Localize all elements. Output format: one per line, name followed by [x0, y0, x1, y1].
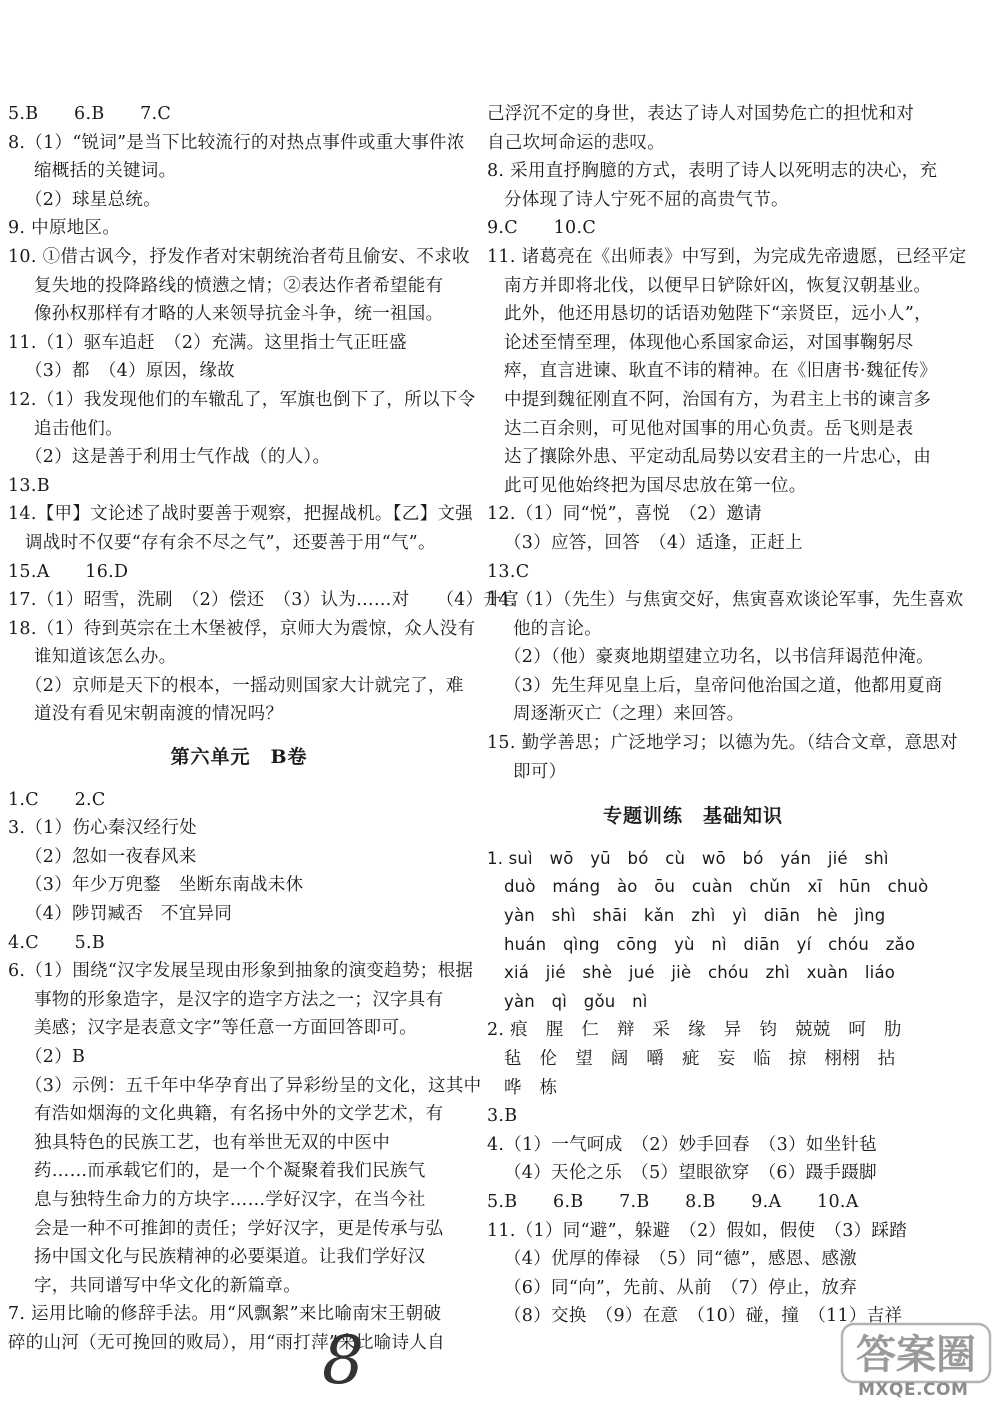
- answer-line: 调战时不仅要“存有余不尽之气”，还要善于用“气”。: [25, 532, 436, 553]
- answer-line: （3）先生拜见皇上后，皇帝问他治国之道，他都用夏商: [504, 675, 943, 696]
- answer-line: 独具特色的民族工艺，也有举世无双的中医中: [34, 1132, 390, 1153]
- answer-line: （2）（他）豪爽地期望建立功名，以书信拜谒范仲淹。: [504, 647, 934, 668]
- answer-line: 3.B: [487, 1106, 518, 1127]
- answer-line: （3）都 （4）原因，缘故: [25, 361, 235, 382]
- watermark-sub-text: MXQE.COM: [858, 1380, 969, 1400]
- pinyin-line: yàn qì gǒu nì: [504, 991, 648, 1011]
- answer-line: （6）同“向”，先前、从前 （7）停止，放弃: [504, 1277, 858, 1298]
- answer-line: 6.（1）围绕“汉字发展呈现由形象到抽象的演变趋势；根据: [8, 961, 474, 982]
- answer-line: 8. 采用直抒胸臆的方式，表明了诗人以死明志的决心，充: [487, 161, 938, 182]
- answer-line: 17.（1）昭雪，洗刷 （2）偿还 （3）认为……对 （4）升官: [8, 590, 520, 611]
- answer-line: 美感；汉字是表意文字”等任意一方面回答即可。: [34, 1018, 418, 1039]
- section-heading: 专题训练 基础知识: [602, 805, 783, 828]
- answer-line: （8）交换 （9）在意 （10）碰，撞 （11）吉祥: [504, 1306, 903, 1327]
- answer-line: 周逐渐灭亡（之理）来回答。: [513, 704, 745, 725]
- answer-line: 论述至情至理，体现他心系国家命运，对国事鞠躬尽: [504, 332, 914, 353]
- answer-line: （4）天伦之乐 （5）望眼欲穿 （6）蹑手蹑脚: [504, 1163, 877, 1184]
- answer-line: 复失地的投降路线的愤懑之情；②表达作者希望能有: [34, 275, 444, 296]
- answer-line: 即可）: [513, 761, 567, 782]
- answer-line: 扬中国文化与民族精神的必要渠道。让我们学好汉: [34, 1247, 426, 1268]
- answer-line: 息与独特生命力的方块字……学好汉字，在当今社: [34, 1189, 426, 1210]
- answer-line: 己浮沉不定的身世，表达了诗人对国势危亡的担忧和对: [487, 104, 915, 124]
- answer-line: 谁知道该怎么办。: [34, 647, 177, 668]
- answer-line: 13.C: [487, 561, 530, 582]
- pinyin-line: duò máng ào ōu cuàn chǔn xī hūn chuò: [504, 877, 929, 897]
- answer-line: （2）这是善于利用士气作战（的人）。: [25, 447, 331, 468]
- pinyin-line: huán qìng cōng yù nì diān yí chóu zǎo: [504, 934, 916, 954]
- answer-line: 自己坎坷命运的悲叹。: [487, 132, 665, 153]
- answer-line: （4）优厚的俸禄 （5）同“德”，感恩、感激: [504, 1249, 858, 1270]
- pinyin-line: xiá jié shè jué jiè chóu zhì xuàn liáo: [504, 963, 896, 983]
- answer-line: （3）年少万兜鍪 坐断东南战未休: [25, 875, 304, 896]
- answer-line: 10. ①借古讽今，抒发作者对宋朝统治者苟且偷安、不求收: [8, 246, 470, 267]
- section-heading: 第六单元 B卷: [170, 746, 308, 769]
- watermark-main-text: 答案圈: [856, 1332, 976, 1378]
- answer-line: 18.（1）待到英宗在土木堡被俘，京师大为震惊，众人没有: [8, 618, 476, 639]
- answer-line: 碎的山河（无可挽回的败局），用“雨打萍”来比喻诗人自: [8, 1332, 445, 1353]
- answer-line: 事物的形象造字，是汉字的造字方法之一；汉字具有: [34, 989, 444, 1010]
- char-answer-line: 哗 栋: [504, 1077, 558, 1098]
- answer-line: （2）京师是天下的根本，一摇动则国家大计就完了，难: [25, 675, 464, 696]
- answer-line: 12.（1）同“悦”，喜悦 （2）邀请: [487, 504, 762, 525]
- answer-line: （2）球星总统。: [25, 189, 162, 210]
- answer-line: （2）忽如一夜春风来: [25, 846, 197, 867]
- answer-line: 4.（1）一气呵成 （2）妙手回春 （3）如坐针毡: [487, 1134, 878, 1155]
- pinyin-line: 1. suì wō yū bó cù wō bó yán jié shì: [487, 848, 889, 868]
- answer-line: 9. 中原地区。: [8, 218, 121, 239]
- answer-line: 他的言论。: [513, 618, 602, 639]
- answer-line: 像孙权那样有才略的人来领导抗金斗争，统一祖国。: [34, 304, 444, 325]
- answer-line: 字，共同谱写中华文化的新篇章。: [34, 1275, 301, 1296]
- answer-line: 9.C 10.C: [487, 218, 597, 239]
- answer-line: 11.（1）同“避”，躲避 （2）假如，假使 （3）踩踏: [487, 1220, 908, 1241]
- answer-line: 4.C 5.B: [8, 932, 106, 953]
- answer-line: （2）B: [25, 1047, 86, 1067]
- answer-line: 15.A 16.D: [8, 561, 129, 582]
- answer-line: 瘁，直言进谏、耿直不讳的精神。在《旧唐书·魏征传》: [504, 361, 938, 382]
- answer-line: 1.C 2.C: [8, 789, 106, 810]
- answer-line: 13.B: [8, 475, 50, 496]
- answer-line: 14.（1）（先生）与焦寅交好，焦寅喜欢谈论军事，先生喜欢: [487, 590, 964, 611]
- answer-line: 会是一种不可推卸的责任；学好汉字，更是传承与弘: [34, 1218, 444, 1239]
- answer-line: （4）陟罚臧否 不宜异同: [25, 904, 233, 925]
- handwritten-page-number: 8: [322, 1322, 364, 1399]
- answer-line: 南方并即将北伐，以便早日铲除奸凶，恢复汉朝基业。: [504, 275, 932, 296]
- answer-line: 此外，他还用恳切的话语劝勉陛下“亲贤臣，远小人”，: [504, 304, 932, 325]
- answer-line: 药……而承载它们的，是一个个凝聚着我们民族气: [34, 1161, 426, 1182]
- char-answer-line: 毡 伦 望 阔 嚼 疵 妄 临 掠 栩栩 拈: [504, 1049, 896, 1069]
- answer-line: 15. 勤学善思；广泛地学习；以德为先。（结合文章，意思对: [487, 733, 958, 754]
- answer-line: 5.B 6.B 7.C: [8, 104, 172, 124]
- answer-line: 12.（1）我发现他们的车辙乱了，军旗也倒下了，所以下令: [8, 389, 476, 410]
- answer-line: 7. 运用比喻的修辞手法。用“风飘絮”来比喻南宋王朝破: [8, 1304, 442, 1325]
- answer-line: 达二百余则，可见他对国事的用心负责。岳飞则是表: [504, 418, 914, 439]
- answer-line: 追击他们。: [34, 418, 123, 439]
- answer-line: 此可见他始终把为国尽忠放在第一位。: [504, 475, 807, 496]
- answer-line: 5.B 6.B 7.B 8.B 9.A 10.A: [487, 1191, 859, 1212]
- answer-line: 分体现了诗人宁死不屈的高贵气节。: [504, 189, 789, 210]
- answer-line: （3）应答，回答 （4）适逢，正赶上: [504, 532, 803, 553]
- answer-line: 达了攘除外患、平定动乱局势以安君主的一片忠心，由: [504, 447, 932, 468]
- answer-line: 3.（1）伤心秦汉经行处: [8, 818, 197, 839]
- answer-line: 缩概括的关键词。: [34, 161, 177, 182]
- answer-line: 8.（1）“锐词”是当下比较流行的对热点事件或重大事件浓: [8, 132, 465, 153]
- answer-line: 中提到魏征刚直不阿，治国有方，为君主上书的谏言多: [504, 389, 932, 410]
- right-column: [487, 100, 967, 1331]
- answer-line: 11. 诸葛亮在《出师表》中写到，为完成先帝遗愿，已经平定: [487, 246, 967, 267]
- answer-line: 14.【甲】文论述了战时要善于观察，把握战机。【乙】文强: [8, 504, 473, 525]
- answer-line: 11.（1）驱车追赶 （2）充满。这里指士气正旺盛: [8, 332, 407, 353]
- answer-line: （3）示例：五千年中华孕育出了异彩纷呈的文化，这其中: [25, 1075, 482, 1096]
- answer-line: 有浩如烟海的文化典籍，有名扬中外的文学艺术，有: [34, 1104, 444, 1125]
- pinyin-line: yàn shì shāi kǎn zhì yì diān hè jìng: [504, 906, 886, 926]
- answer-line: 道没有看见宋朝南渡的情况吗？: [34, 704, 284, 725]
- char-answer-line: 2. 痕 腥 仁 辩 采 缘 异 钧 兢兢 呵 肋: [487, 1020, 902, 1041]
